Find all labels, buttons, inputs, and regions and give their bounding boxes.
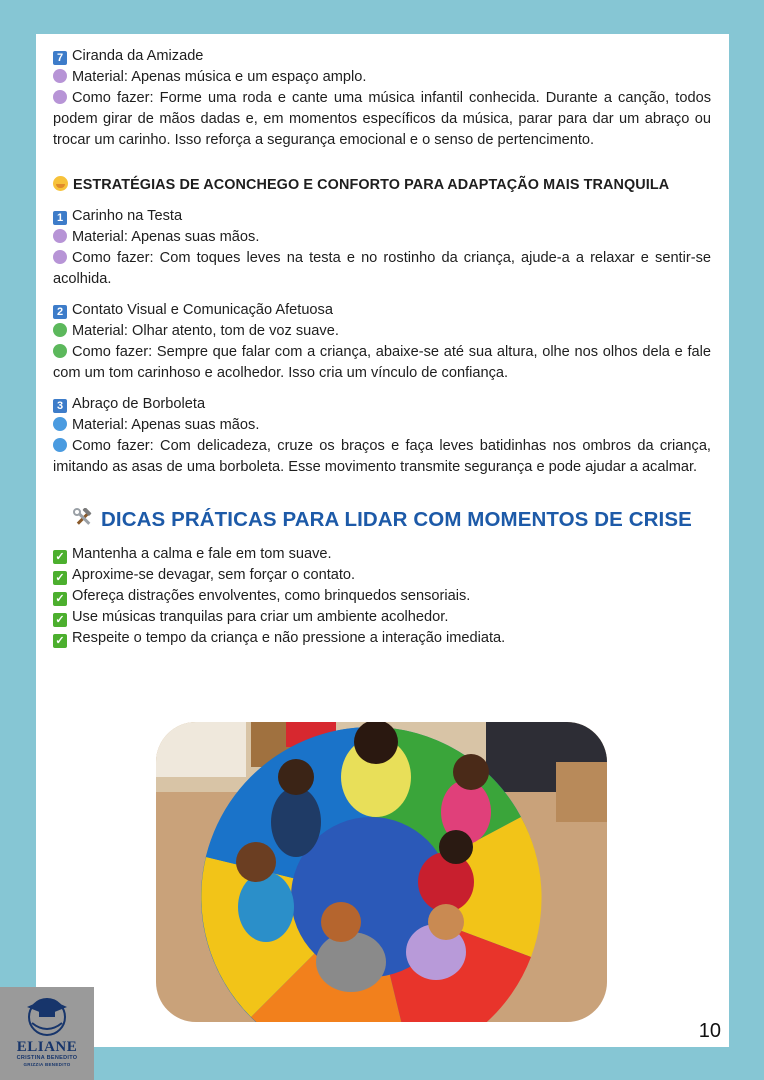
tips-heading <box>73 508 711 532</box>
strategy-title-text: Abraço de Borboleta <box>72 396 206 412</box>
hammer-wrench-icon <box>73 508 95 532</box>
strategy-material <box>53 321 711 342</box>
strategy-material <box>53 415 711 436</box>
document-page <box>36 34 729 1047</box>
instructions-text: Como fazer: Com delicadeza, cruze os braços e faça leves batidinhas nos ombros da criança, imitando as asas de uma borboleta. Esse movimento transmite segurança e pode ajudar a acalmar. <box>53 438 711 475</box>
activity-instructions <box>53 88 711 151</box>
instructions-text: Como fazer: Com toques leves na testa e no rostinho da criança, ajude-a a relaxar e sentir-se acolhida. <box>53 250 711 287</box>
list-item <box>53 565 711 586</box>
logo-name: ELIANE <box>16 1039 78 1055</box>
tip-text: Ofereça distrações envolventes, como brinquedos sensoriais. <box>72 588 471 604</box>
strategy-title-text: Carinho na Testa <box>72 208 183 224</box>
list-item <box>53 544 711 565</box>
strategy-material <box>53 227 711 248</box>
material-text: Material: Olhar atento, tom de voz suave. <box>72 323 339 339</box>
number-badge-icon: 7 <box>53 51 67 65</box>
tip-text: Respeite o tempo da criança e não pressione a interação imediata. <box>72 630 506 646</box>
material-text: Material: Apenas música e um espaço amplo. <box>72 69 367 85</box>
logo-subtitle-2: GRIZZIA BENEDITO <box>23 1062 71 1067</box>
activity-title-text: Ciranda da Amizade <box>72 48 204 64</box>
purple-circle-icon <box>53 69 67 83</box>
tip-text: Mantenha a calma e fale em tom suave. <box>72 546 332 562</box>
tips-list <box>53 544 711 649</box>
list-item <box>53 628 711 649</box>
purple-circle-icon <box>53 229 67 243</box>
green-circle-icon <box>53 323 67 337</box>
instructions-text: Como fazer: Forme uma roda e cante uma música infantil conhecida. Durante a canção, todos podem girar de mãos dadas e, em momentos específicos da música, parar para dar um abraço ou trocar um carinho. Isso reforça a segurança emocional e o senso de pertencimento. <box>53 90 711 148</box>
activity-title <box>53 46 711 67</box>
strategies-heading-text: ESTRATÉGIAS DE ACONCHEGO E CONFORTO PARA ADAPTAÇÃO MAIS TRANQUILA <box>73 177 670 193</box>
material-text: Material: Apenas suas mãos. <box>72 229 260 245</box>
hugging-face-icon <box>53 176 68 191</box>
number-badge-icon: 3 <box>53 399 67 413</box>
strategy-instructions <box>53 436 711 478</box>
tip-text: Use músicas tranquilas para criar um ambiente acolhedor. <box>72 609 449 625</box>
number-badge-icon: 2 <box>53 305 67 319</box>
list-item <box>53 586 711 607</box>
logo <box>0 987 94 1080</box>
tip-text: Aproxime-se devagar, sem forçar o contato. <box>72 567 356 583</box>
strategy-title <box>53 300 711 321</box>
graduation-cap-icon <box>0 987 94 1042</box>
number-badge-icon: 1 <box>53 211 67 225</box>
list-item <box>53 607 711 628</box>
check-mark-icon: ✓ <box>53 571 67 585</box>
instructions-text: Como fazer: Sempre que falar com a criança, abaixe-se até sua altura, olhe nos olhos dela e fale com um tom carinhoso e acolhedor. Isso cria um vínculo de confiança. <box>53 344 711 381</box>
classroom-photo <box>156 722 607 1022</box>
green-circle-icon <box>53 344 67 358</box>
page-content <box>53 46 711 649</box>
check-mark-icon: ✓ <box>53 613 67 627</box>
strategy-instructions <box>53 248 711 290</box>
blue-circle-icon <box>53 438 67 452</box>
tips-heading-text: DICAS PRÁTICAS PARA LIDAR COM MOMENTOS DE CRISE <box>101 508 692 531</box>
check-mark-icon: ✓ <box>53 634 67 648</box>
check-mark-icon: ✓ <box>53 550 67 564</box>
material-text: Material: Apenas suas mãos. <box>72 417 260 433</box>
activity-material <box>53 67 711 88</box>
strategies-heading <box>53 175 711 196</box>
logo-subtitle: CRISTINA BENEDITO <box>16 1055 78 1061</box>
check-mark-icon: ✓ <box>53 592 67 606</box>
strategy-instructions <box>53 342 711 384</box>
strategy-title-text: Contato Visual e Comunicação Afetuosa <box>72 302 333 318</box>
strategy-title <box>53 394 711 415</box>
purple-circle-icon <box>53 250 67 264</box>
blue-circle-icon <box>53 417 67 431</box>
purple-circle-icon <box>53 90 67 104</box>
strategy-title <box>53 206 711 227</box>
page-number: 10 <box>698 1020 721 1042</box>
